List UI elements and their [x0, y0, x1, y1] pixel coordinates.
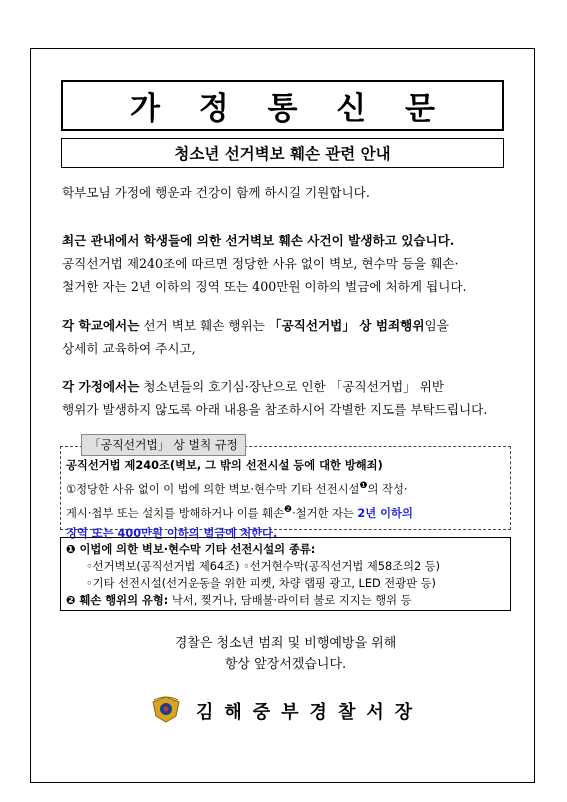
title-box — [61, 80, 504, 131]
law-penalty-1: 2년 이하의 — [357, 506, 413, 520]
police-station-signature: 김해중부경찰서장 — [196, 702, 424, 723]
paragraph-1-line3: 철거한 자는 2년 이하의 징역 또는 400만원 이하의 벌금에 처하게 됩니다. — [62, 279, 467, 294]
paragraph-3-line2: 행위가 발생하지 않도록 아래 내용을 참조하시어 각별한 지도를 부탁드립니다. — [62, 402, 488, 417]
subtitle-box — [61, 138, 504, 168]
law-penalty-2: 징역 또는 400만원 이하의 벌금에 처한다. — [66, 526, 278, 540]
paragraph-3-lead: 각 가정에서는 — [62, 379, 140, 394]
paragraph-1-lead: 최근 관내에서 학생들에 의한 선거벽보 훼손 사건이 발생하고 있습니다. — [62, 233, 455, 248]
paragraph-2 — [62, 314, 509, 360]
note-1-marker: ❶ — [359, 481, 368, 491]
law-line1b: 의 작성· — [367, 482, 408, 496]
definition-2-text: 낙서, 찢거나, 담배불·라이터 불로 지지는 행위 등 — [168, 594, 412, 607]
page-title: 가 정 통 신 문 — [130, 91, 449, 127]
law-line2a: 게시·첩부 또는 설치를 방해하거나 이를 훼손 — [66, 506, 284, 520]
closing-line1: 경찰은 청소년 범죄 및 비행예방을 위해 — [174, 636, 397, 651]
paragraph-2-mid: 선거 벽보 훼손 행위는 — [139, 318, 269, 333]
paragraph-3 — [62, 375, 509, 421]
police-emblem-icon — [152, 694, 180, 724]
paragraph-2-highlight: 「공직선거법」 상 범죄행위 — [268, 318, 425, 333]
paragraph-2-tail: 임을 — [424, 318, 449, 333]
definition-1-sub1: ◦선거벽보(공직선거법 제64조) ◦선거현수막(공직선거법 제58조의2 등) — [86, 560, 441, 573]
paragraph-2-lead: 각 학교에서는 — [62, 318, 140, 333]
greeting: 학부모님 가정에 행운과 건강이 함께 하시길 기원합니다. — [62, 185, 370, 200]
definition-1-label: ❶ 이법에 의한 벽보·현수막 기타 선전시설의 종류: — [66, 543, 316, 556]
definition-2 — [66, 592, 412, 609]
paragraph-3-mid: 청소년들의 호기심·장난으로 인한 「공직선거법」 위반 — [139, 379, 445, 394]
paragraph-1-line2: 공직선거법 제240조에 따르면 정당한 사유 없이 벽보, 현수막 등을 훼손· — [62, 256, 459, 271]
law-article: 공직선거법 제240조(벽보, 그 밖의 선전시설 등에 대한 방해죄) — [66, 459, 383, 472]
closing-message — [62, 633, 509, 675]
definition-2-label: ❷ 훼손 행위의 유형: — [66, 594, 169, 607]
law-line1a: ①정당한 사유 없이 이 법에 의한 벽보·현수막 기타 선전시설 — [66, 482, 360, 496]
law-header: 「공직선거법」 상 벌칙 규정 — [81, 434, 246, 456]
note-2-marker: ❷ — [283, 504, 293, 515]
closing-line2: 항상 앞장서겠습니다. — [224, 657, 347, 672]
paragraph-1 — [62, 229, 509, 298]
law-line2b: ·철거한 자는 — [292, 506, 358, 520]
definition-1-sub2: ◦기타 선전시설(선거운동을 위한 피켓, 차량 랩핑 광고, LED 전광판 등) — [86, 577, 436, 590]
paragraph-2-line2: 상세히 교육하여 주시고, — [62, 341, 196, 356]
page-subtitle: 청소년 선거벽보 훼손 관련 안내 — [174, 144, 391, 163]
law-content — [66, 456, 511, 544]
